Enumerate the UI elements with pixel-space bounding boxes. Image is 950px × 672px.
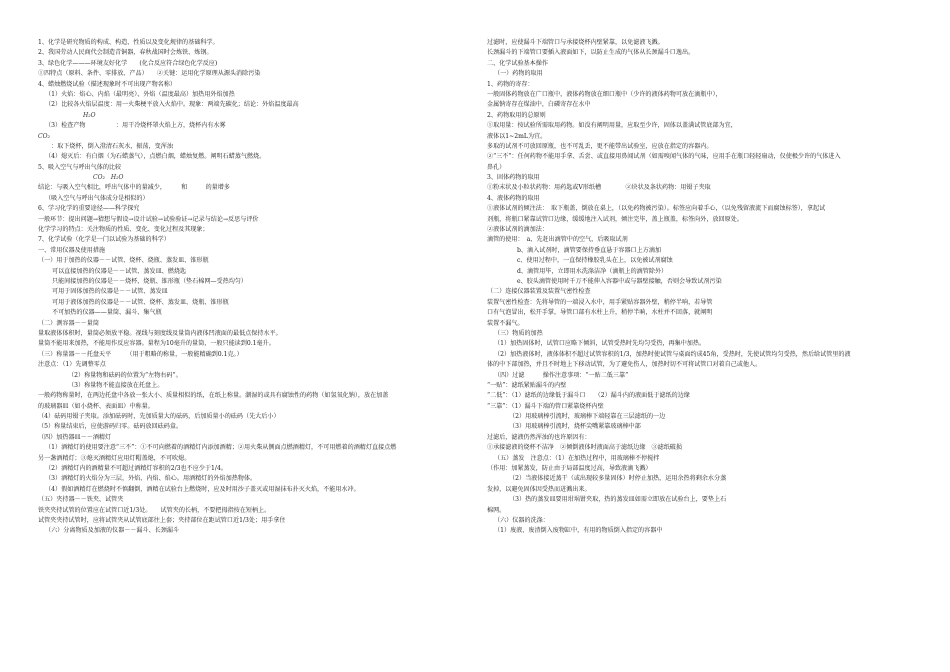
left-text-line: 不可加热的仪器——量筒、漏斗、集气瓶 — [52, 309, 162, 317]
right-text-line: 液体以1~2mL为宜。 — [487, 132, 547, 140]
right-text-line: （二）连接仪器装置及装置气密性检查 — [487, 288, 591, 296]
left-text-line: ①四特点（原料、条件、零排放、产品） ②关键：运用化学原理从源头消除污染 — [38, 70, 261, 78]
left-text-line: （六）分离物质及加液的仪器－－漏斗、长颈漏斗 — [45, 527, 180, 535]
left-text-line: 4、蜡烛燃烧试验（描述现象时不可出现产物名称） — [38, 80, 176, 88]
left-text-line: （2）称量物和砝码的位置为“左物右码”。 — [68, 371, 182, 379]
left-text-line: （3）检查产物 ：用干冷烧杯罩火焰上方，烧杯内有水雾 — [45, 122, 226, 130]
left-text-line: 可以直接加热的仪器是－－试管、蒸发皿、燃烧匙 — [52, 267, 187, 275]
right-text-line: （六）仪器的洗涤： — [494, 516, 549, 524]
right-text-line: 口有气泡冒出，松开手掌，导管口部有水柱上升，稍停半晌，水柱并不回落，就阐明 — [487, 309, 713, 317]
left-text-line: （五）夹持器－－铁夹、试管夹 — [38, 496, 124, 504]
left-text-line: （3）称量物不能直接放在托盘上。 — [68, 381, 164, 389]
right-text-line: （2）当液体接近蒸干（或出现较多量固体）时停止加热，运用余热将剩余水分蒸 — [509, 475, 727, 483]
right-text-line: 3、固体药物的取用 — [487, 174, 540, 182]
left-text-line: 3、绿色化学———环境友好化学 (化合反应符合绿色化学反应) — [38, 59, 218, 67]
left-text-line: 量取液体体积时，量筒必须放平稳。视线与刻度线及量筒内液体凹液面的最低点保持水平。 — [38, 329, 282, 337]
left-column — [38, 38, 468, 537]
left-text-line: （2）酒精灯内的酒精量不可超过酒精灯容积的2/3也不应少于1/4。 — [45, 465, 227, 473]
right-text-line: （2）用玻璃棒引流时，玻璃棒下端轻靠在三层滤纸的一边 — [509, 413, 666, 421]
right-text-line: ②液体试剂的滴加法： — [487, 226, 548, 234]
right-text-line: 1、药物的寄存： — [487, 80, 534, 88]
left-text-line: 铁夹夹持试管的位置应在试管口近1/3处。 试管夹的长柄，不要把拇指按在短柄上。 — [38, 506, 271, 514]
right-text-line: 一般固体药物放在广口瓶中，液体药物放在细口瓶中（少许的液体药物可放在滴瓶中）， — [487, 90, 722, 98]
left-text-line: 的玻璃器皿（如小烧杯、表面皿）中称量。 — [38, 402, 154, 410]
left-text-line: （3）酒精灯的火焰分为三层，外焰、内焰、焰心。用酒精灯的外焰加热物体。 — [45, 475, 257, 483]
right-text-line: “二低”：（1）滤纸的边缘低于漏斗口 （2）漏斗内的液面低于滤纸的边缘 — [487, 392, 690, 400]
left-text-line: （1）酒精灯的使用要注意“三不”：①不可向燃着的酒精灯内添加酒精；②用火柴从侧面点燃酒精灯，不可用燃着的酒精灯直接点燃 — [45, 444, 397, 452]
left-text-line: 另一盏酒精灯；③熄灭酒精灯应用灯帽盖熄，不可吹熄。 — [38, 454, 191, 462]
left-text-line: ：取下烧杯，倒入澄清石灰水，振荡，变浑浊 — [45, 142, 173, 150]
left-text-line: （2）比较各火焰层温度：用一火柴梗平放入火焰中。现象：两端先碳化；结论：外焰温度最高 — [45, 101, 299, 109]
left-text-line: （4）砝码用镊子夹取。添加砝码时，先加质量大的砝码，后加质量小的砝码（先大后小） — [38, 413, 280, 421]
right-text-line: “三靠”：（1）漏斗下端的管口紧靠烧杯内壁 — [487, 402, 604, 410]
left-text-line: 只能间接加热的仪器是－－烧杯、烧瓶、锥形瓶（垫石棉网—受热均匀） — [52, 277, 247, 285]
left-text-line: 5、吸入空气与呼出气体的比较 — [38, 163, 122, 171]
right-text-line: c、使用过程中，一直保持橡胶乳头在上，以免被试剂腐蚀 — [517, 257, 673, 265]
left-text-line: 注意点：（1）先调整零点 — [38, 361, 106, 369]
left-text-line: 一般环节：提出问题→猜想与假设→设计试验→试验验证→记录与结论→反思与评价 — [38, 215, 259, 223]
left-text-line: CO₂ — [38, 132, 50, 140]
right-text-line: ①粉末状及小粒状药物：用药匙或V形纸槽 ②块状及条状药物：用镊子夹取 — [487, 184, 711, 192]
right-text-line: 体的中下部加热，并且不时地上下移动试管，为了避免伤人，加热时切不可将试管口对着自己或他人。 — [487, 361, 762, 369]
left-text-line: 7、化学试验（化学是一门以试验为基础的科学） — [38, 236, 170, 244]
right-text-line: ②“三不”：任何药物不能用手拿、舌尝、或直接用鼻闻试剂（如需嗅闻气体的气味，应用手在瓶口轻轻扇动，仅使极少许的气体进入 — [487, 153, 841, 161]
right-text-line: 多取的试剂不可放回原瓶，也不可乱丢，更不能带出试验室，应放在指定的容器内。 — [487, 142, 713, 150]
left-text-line: （5）称量结束后，应使游码归零。砝码放回砝码盒。 — [38, 423, 183, 431]
left-text-line: （四）加热器皿－－酒精灯 — [38, 433, 112, 441]
right-text-line: 鼻孔） — [487, 163, 506, 171]
left-text-line: 试管夹夹持试管时，应将试管夹从试管底部往上套；夹持部位在距试管口近1/3处；用手拿住 — [38, 516, 286, 524]
right-text-line: 棉网。 — [487, 506, 506, 514]
left-text-line: H₂O — [83, 111, 96, 119]
right-text-line: （三）物质的加热 — [494, 329, 543, 337]
right-text-line: ①承接滤液的烧杯不洁净 ②倾倒液体时液面高于滤纸边缘 ③滤纸破损 — [487, 444, 682, 452]
right-text-line: （五）蒸发 注意点：（1）在加热过程中，用玻璃棒不停搅拌 — [494, 454, 660, 462]
right-text-line: （3）热的蒸发皿要用坩埚钳夹取，热的蒸发皿如需立即放在试验台上，要垫上石 — [509, 496, 727, 504]
right-text-line: 发掉，以避免固体因受热而迸溅出来。 — [487, 485, 591, 493]
right-text-line: （作用：加紧蒸发，防止由于局部温度过高，导致液滴飞溅） — [487, 465, 652, 473]
right-text-line: 2、药物取用的总原则 — [487, 111, 546, 119]
right-text-line: 二、化学试验基本操作 — [487, 59, 548, 67]
right-text-line: 长颈漏斗的下端管口要插入液面如下，以防止生成的气体从长颈漏斗口逸出。 — [487, 49, 695, 57]
left-text-line: 化学学习的特点：关注物质的性质、变化、变化过程及其现象； — [38, 226, 209, 234]
left-text-line: 一、常用仪器及使用措施 — [38, 246, 106, 254]
left-text-line: CO₂ H₂O — [93, 174, 124, 182]
left-text-line: 一般药物称量时，在两边托盘中各放一张大小、质量相似的纸，在纸上称量。潮湿的或具有腐蚀性的药物（如氢氧化钠），放在加盖 — [38, 392, 389, 400]
right-column — [487, 38, 917, 537]
left-text-line: （4）熄灭后：有白烟（为石蜡蒸气），点燃白烟，蜡烛复燃。阐明石蜡蒸气燃烧。 — [45, 153, 266, 161]
left-text-line: （一）用于加热的仪器－－试管、烧杯、烧瓶、蒸发皿、锥形瓶 — [38, 257, 209, 265]
right-text-line: （1）废液、废渣倒入废物缸中，有用的物质倒入指定的容器中 — [494, 527, 663, 535]
right-text-line: 过滤后，滤液仍然浑浊的也许原因有： — [487, 433, 591, 441]
left-text-line: 6、学习化学的重要途径——科学探究 — [38, 205, 140, 213]
right-text-line: “一贴”：滤纸紧贴漏斗的内壁 — [487, 381, 567, 389]
right-text-line: 过滤时，应使漏斗下端管口与承接烧杯内壁紧靠，以免滤液飞溅。 — [487, 39, 664, 46]
left-text-line: 可用于固体加热的仪器是－－试管、蒸发皿 — [52, 288, 168, 296]
right-text-line: 装置气密性检查：先将导管的一端浸入水中，用手紧贴容器外壁，稍停半响，若导管 — [487, 298, 713, 306]
right-text-line: （3）用玻璃棒引流时，烧杯尖嘴紧靠玻璃棒中部 — [509, 423, 641, 431]
left-text-line: 可用于液体加热的仪器是－－试管、烧杯、蒸发皿、烧瓶、锥形瓶 — [52, 298, 229, 306]
left-text-line: （1）火焰：焰心、内焰（最明亮）、外焰（温度最高）加热用外焰加热 — [45, 90, 235, 98]
right-text-line: 4、液体药物的取用 — [487, 194, 540, 202]
right-text-line: 金属钠寄存在煤油中，白磷寄存在水中 — [487, 101, 591, 109]
left-text-line: （三）称量器－－托盘天平 （用于粗略的称量，一般能精确到0.1克。） — [38, 350, 243, 358]
right-text-line: 剂瓶，将瓶口紧靠试管口边缘，缓缓地注入试剂，倾注完毕，盖上瓶盖，标签向外，放回原处。 — [487, 215, 743, 223]
right-text-line: b、滴入试剂时，滴管要保持垂直悬于容器口上方滴加 — [517, 246, 662, 254]
left-text-line: 2、我国劳动人民商代会制造青铜器，春秋战国时会炼铁、炼钢。 — [38, 49, 213, 57]
right-text-line: （2）加热液体时，液体体积不超过试管容积的1/3，加热时使试管与桌面约成45角，受热时，先使试管均匀受热，然后给试管里的液 — [494, 350, 851, 358]
right-text-line: （一）药物的取用 — [494, 70, 543, 78]
left-text-line: 量筒不能用来加热，不能用作反应容器。量程为10毫升的量筒，一般只能读到0.1毫升。 — [38, 340, 275, 348]
right-text-line: ①取用量：按试验所需取用药物。如没有阐明用量，应取至少许，固体以盖满试管底部为宜， — [487, 122, 737, 130]
right-text-line: 滴管的使用： a、先赶出滴管中的空气，后吸取试剂 — [487, 236, 628, 244]
right-text-line: e、胶头滴管使用时千万不能伸入容器中或与器壁接触，否则会导致试剂污染 — [517, 277, 722, 285]
left-text-line: （二）测容器－－量筒 — [38, 319, 99, 327]
right-text-line: d、滴管用毕，立即用水洗涤洁净（滴瓶上的滴管除外） — [517, 267, 668, 275]
right-text-line: 装置不漏气。 — [487, 319, 524, 327]
left-text-line: （吸入空气与呼出气体成分是相似的） — [45, 194, 149, 202]
left-text-line: 1、化学是研究物质的构成、构造、性质以及变化规律的基础科学。 — [38, 39, 219, 46]
right-text-line: （1）加热固体时，试管口应略下倾斜，试管受热时先均匀受热，再集中加热。 — [494, 340, 706, 348]
right-text-line: （四）过滤 操作注意事项：“一贴二低三靠” — [494, 371, 629, 379]
left-text-line: 结论：与吸入空气相比，呼出气体中的量减少， 和 的量增多 — [38, 184, 230, 192]
left-text-line: （4）假如酒精灯在燃烧时不慎翻倒，酒精在试验台上燃烧时，应及时用沙子盖灭或用湿抹布扑灭火焰，不能用水冲。 — [45, 485, 360, 493]
right-text-line: ①液体试剂的倾注法： 取下瓶盖，倒放在桌上，（以免药物被污染）。标签应向着手心，（以免残留液流下而腐蚀标签），拿起试 — [487, 205, 826, 213]
